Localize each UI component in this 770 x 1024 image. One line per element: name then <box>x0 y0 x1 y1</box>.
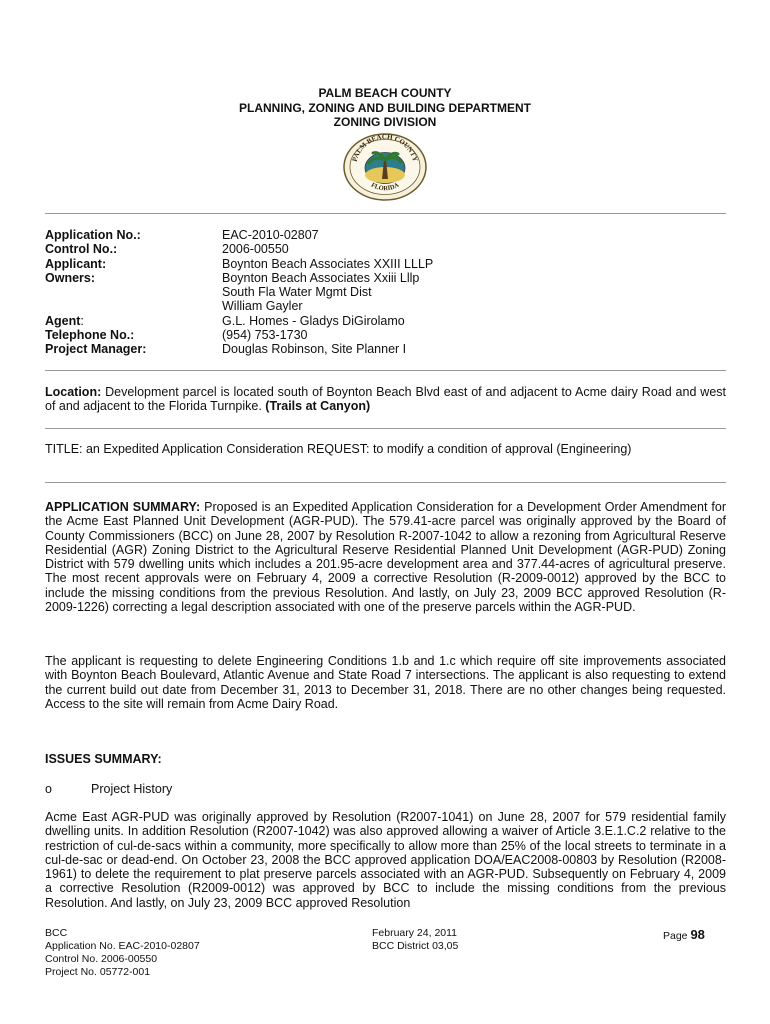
divider <box>45 213 726 214</box>
seal-bottom-text: FLORIDA <box>369 181 401 193</box>
project-history-bullet <box>45 782 172 796</box>
title-paragraph: TITLE: an Expedited Application Consideration REQUEST: to modify a condition of approval (Engineering) <box>45 442 632 456</box>
page-label: Page <box>663 930 691 942</box>
page-number <box>663 928 705 943</box>
divider <box>45 482 726 483</box>
document-header <box>0 86 770 130</box>
agent-value: G.L. Homes - Gladys DiGirolamo <box>222 313 405 328</box>
location-label: Location: <box>45 385 102 399</box>
footer-center <box>372 927 458 953</box>
owner-3: William Gayler <box>222 299 303 314</box>
agent-label: Agent <box>45 313 81 328</box>
project-history-paragraph: Acme East AGR-PUD was originally approved by Resolution (R2007-1041) on June 28, 2007 for 579 residential family dwelling units. In addition Resolution (R2007-1042) was also approved allowing a waiver of Article 3.E.1.C.2 relative to the restriction of cul-de-sacs within a community, more specifically to allow more than 25% of the local streets to terminate in a cul-de-sac or dead-end. On October 23, 2008 the BCC approved application DOA/EAC2008-00803 by Resolution (R2008-1961) to delete the requirement to plat preserve parcels associated with an AGR-PUD. Subsequently on February 4, 2009 a corrective Resolution (R2009-0012) was approved by BCC to include the missing conditions from the previous Resolution. And lastly, on July 23, 2009 BCC approved Resolution <box>45 810 726 910</box>
owners-label: Owners: <box>45 270 96 285</box>
control-no-label: Control No.: <box>45 242 118 257</box>
applicant-label: Applicant: <box>45 256 107 271</box>
page-value: 98 <box>690 927 705 942</box>
bullet-mark: o <box>45 782 52 796</box>
footer-district: BCC District 03,05 <box>372 940 459 952</box>
control-no-value: 2006-00550 <box>222 242 289 257</box>
owner-1: Boynton Beach Associates Xxiii Lllp <box>222 270 420 285</box>
bullet-text: Project History <box>91 782 173 796</box>
owner-2: South Fla Water Mgmt Dist <box>222 285 372 300</box>
telephone-label: Telephone No.: <box>45 328 135 343</box>
telephone-value: (954) 753-1730 <box>222 328 308 343</box>
application-summary <box>45 500 726 614</box>
summary-request-paragraph: The applicant is requesting to delete Engineering Conditions 1.b and 1.c which require off site improvements associated with Boynton Beach Boulevard, Atlantic Avenue and State Road 7 intersections. The applicant is also requesting to extend the current build out date from December 31, 2013 to December 31, 2018. There are no other changes being requested. Access to the site will remain from Acme Dairy Road. <box>45 654 726 711</box>
header-department: PLANNING, ZONING AND BUILDING DEPARTMENT <box>239 100 531 115</box>
application-no-label: Application No.: <box>45 228 141 242</box>
project-manager-label: Project Manager: <box>45 342 147 357</box>
agent-colon: : <box>80 313 84 328</box>
footer-left <box>45 927 200 979</box>
project-manager-value: Douglas Robinson, Site Planner I <box>222 342 407 357</box>
issues-summary-label: ISSUES SUMMARY: <box>45 752 162 766</box>
header-division: ZONING DIVISION <box>333 115 437 129</box>
header-county: PALM BEACH COUNTY <box>318 86 452 100</box>
footer-application-no: Application No. EAC-2010-02807 <box>45 940 200 952</box>
application-no-value: EAC-2010-02807 <box>222 228 319 242</box>
summary-label: APPLICATION SUMMARY: <box>45 500 201 514</box>
footer-bcc: BCC <box>45 927 68 939</box>
seal-top-text: PALM BEACH COUNTY <box>350 133 420 163</box>
location-project-name: (Trails at Canyon) <box>265 399 371 414</box>
applicant-value: Boynton Beach Associates XXIII LLLP <box>222 256 434 271</box>
location-text: Development parcel is located south of Boynton Beach Blvd east of and adjacent to Acme dairy Road and west of and adjacent to the Florida Turnpike. <box>45 385 726 414</box>
summary-text: Proposed is an Expedited Application Consideration for a Development Order Amendment for the Acme East Planned Unit Development (AGR-PUD). The 579.41-acre parcel was originally approved by the Board of County Commissioners (BCC) on June 28, 2007 by Resolution R-2007-1042 to allow a rezoning from Agricultural Reserve Residential (AGR) Zoning District to the Agricultural Reserve Residential Planned Unit Development (AGR-PUD) Zoning District with 579 dwelling units which includes a 201.95-acre development area and 377.44-acres of agricultural preserve. The most recent approvals were on February 4, 2009 a corrective Resolution (R-2009-0012) approved by the BCC to include the missing conditions from the previous Resolution. And lastly, on July 23, 2009 BCC approved Resolution (R-2009-1226) correcting a legal description associated with one of the preserve parcels within the AGR-PUD. <box>45 500 726 615</box>
footer-date: February 24, 2011 <box>372 927 458 939</box>
footer-project-no: Project No. 05772-001 <box>45 966 151 978</box>
footer-control-no: Control No. 2006-00550 <box>45 953 158 965</box>
location-paragraph <box>45 385 726 414</box>
divider <box>45 370 726 371</box>
county-seal-icon <box>343 133 427 201</box>
application-info <box>45 228 433 357</box>
divider <box>45 428 726 429</box>
